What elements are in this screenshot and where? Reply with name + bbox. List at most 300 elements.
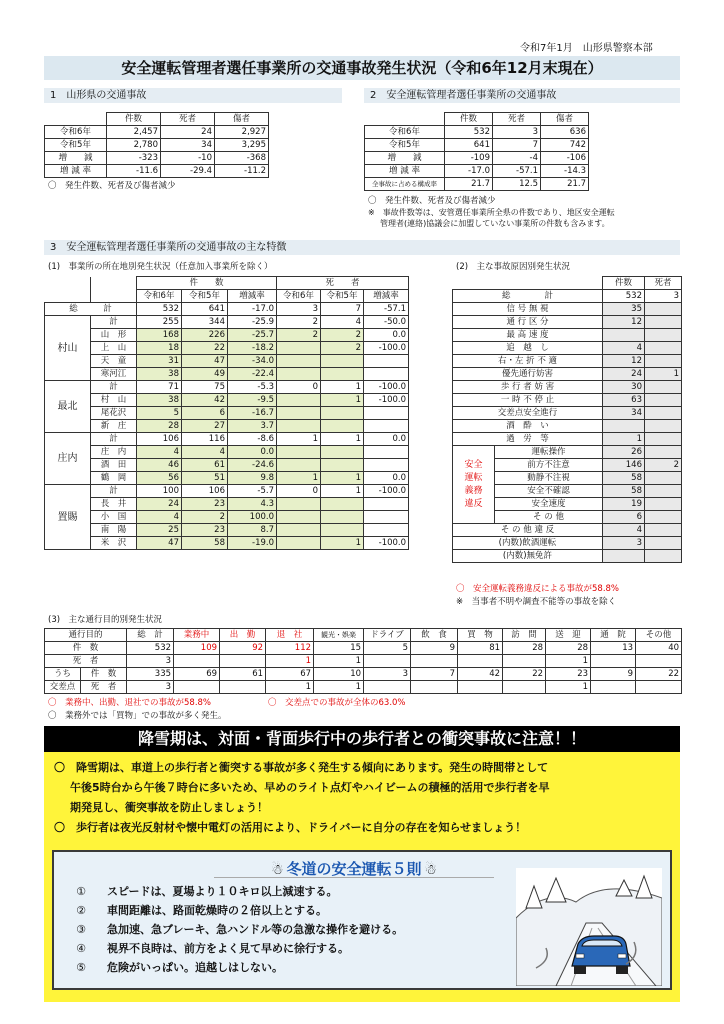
cause-label: 信 号 無 視	[453, 303, 603, 316]
table-row	[45, 355, 409, 368]
sub3-note1: 〇 業務中、出勤、退社での事故が58.8%	[48, 698, 212, 708]
table-cell: -109	[445, 152, 493, 165]
warning-paragraph2: 〇 歩行者は夜光反射材や懐中電灯の活用により、ドライバーに自分の存在を知らせましょう！	[54, 821, 527, 834]
sub2-caption: (2) 主な事故原因別発生状況	[456, 262, 571, 272]
snowman-icon: ☃	[271, 862, 284, 878]
table-row	[45, 485, 409, 498]
table-cell: 109	[174, 642, 220, 655]
table-cell: 23	[182, 498, 228, 511]
page-title: 安全運転管理者選任事業所の交通事故発生状況（令和6年12月末現在）	[44, 56, 680, 80]
table-cell: -14.3	[541, 165, 589, 178]
table-cell: 112	[266, 642, 314, 655]
table-cell	[645, 329, 682, 342]
violation-group-label: 安全運転義務違反	[453, 446, 495, 524]
table-cell: -57.1	[364, 303, 409, 316]
table-cell	[174, 655, 220, 668]
table-row	[365, 178, 589, 191]
table-cell: 255	[137, 316, 182, 329]
table-cell: -19.0	[228, 537, 277, 550]
table-cell: 0.0	[228, 446, 277, 459]
table-cell	[364, 420, 409, 433]
table-cell: 8.7	[228, 524, 277, 537]
city-name: 長 井	[91, 498, 137, 511]
table-cell: 46	[137, 459, 182, 472]
table-cell: 3	[493, 126, 541, 139]
row-label: 令和6年	[365, 126, 445, 139]
table-cell: 24	[137, 498, 182, 511]
table-row	[45, 407, 409, 420]
col-header: 観光・娯楽	[314, 629, 364, 642]
table-cell: 3	[127, 655, 174, 668]
table-cell: 100.0	[228, 511, 277, 524]
row-label: 増 減 率	[365, 165, 445, 178]
table-cell: 58	[182, 537, 228, 550]
table-row	[45, 511, 409, 524]
table-row	[45, 537, 409, 550]
cause-label: 歩 行 者 妨 害	[453, 381, 603, 394]
table-cell: 3,295	[215, 139, 269, 152]
table-cell	[645, 303, 682, 316]
table-cell	[277, 537, 321, 550]
sub2-note2: ※ 当事者不明や調査不能等の事故を除く	[456, 597, 617, 607]
sub3-note3: 〇 業務外では「買物」での事故が多く発生。	[48, 711, 227, 721]
cause-label: 追 越 し	[453, 342, 603, 355]
region-name: 庄内	[45, 433, 91, 485]
table-cell: -22.4	[228, 368, 277, 381]
table-cell	[645, 355, 682, 368]
table-cell: 67	[266, 668, 314, 681]
winter-rule-item	[66, 901, 403, 920]
table-cell	[645, 433, 682, 446]
table-cell: 24	[603, 368, 645, 381]
section2-note1: 〇 発生件数、死者及び傷者減少	[368, 196, 496, 206]
table-cell	[220, 655, 266, 668]
table-cell	[603, 420, 645, 433]
table-cell: 0	[277, 485, 321, 498]
intersection-label: うち	[45, 668, 81, 681]
table-cell: -100.0	[364, 394, 409, 407]
cause-label: 酒 酔 い	[453, 420, 603, 433]
city-name: 尾花沢	[91, 407, 137, 420]
table-cell	[277, 446, 321, 459]
table-cell: 61	[220, 668, 266, 681]
table-cell: 2	[182, 511, 228, 524]
table-cell: 0.0	[364, 329, 409, 342]
table-cell: -5.3	[228, 381, 277, 394]
table-cell	[277, 459, 321, 472]
col-header: 増減率	[228, 290, 277, 303]
table-cell	[364, 681, 411, 694]
city-name: 小 国	[91, 511, 137, 524]
table-row	[45, 381, 409, 394]
winter-rule-item	[66, 958, 403, 977]
section3-heading: 3 安全運転管理者選任事業所の交通事故の主な特徴	[44, 240, 680, 255]
table-row	[365, 152, 589, 165]
table-cell: 1	[645, 368, 682, 381]
table-cell: 24	[161, 126, 215, 139]
table-cell	[277, 420, 321, 433]
table-cell	[277, 342, 321, 355]
cause-label: 前方不注意	[495, 459, 603, 472]
row-label: 増 減	[365, 152, 445, 165]
table-cell: -100.0	[364, 485, 409, 498]
table-cell: 1	[546, 655, 591, 668]
table-cell: 69	[174, 668, 220, 681]
table-cell: -34.0	[228, 355, 277, 368]
section2-note2: ※ 事故件数等は、安管選任事業所全県の件数であり、地区安全運転	[368, 208, 615, 217]
table-row	[453, 550, 682, 563]
table-cause-breakdown	[452, 276, 682, 563]
table-cell: 47	[182, 355, 228, 368]
table-cell: 532	[445, 126, 493, 139]
table-cell: 1	[321, 433, 364, 446]
section2-heading: 2 安全運転管理者選任事業所の交通事故	[364, 88, 680, 103]
table-row	[45, 433, 409, 446]
table-cell	[645, 472, 682, 485]
city-name: 寒河江	[91, 368, 137, 381]
table-cell: 92	[220, 642, 266, 655]
table-cell: 2	[321, 342, 364, 355]
table-row	[45, 642, 682, 655]
table-row	[45, 368, 409, 381]
table-cell: 0	[277, 381, 321, 394]
table-cell: -17.0	[228, 303, 277, 316]
table-row	[45, 342, 409, 355]
table-row	[45, 668, 682, 681]
col-header: 令和6年	[277, 290, 321, 303]
table-cell: -368	[215, 152, 269, 165]
table-cell	[645, 394, 682, 407]
table-cell	[364, 655, 411, 668]
table-cell: 22	[636, 668, 682, 681]
table-row	[453, 433, 682, 446]
subtotal-label: 計	[91, 485, 137, 498]
table-row	[453, 537, 682, 550]
col-header: 飲 食	[411, 629, 458, 642]
winter-rules-box	[52, 850, 672, 990]
table-cell: 51	[182, 472, 228, 485]
table-row	[365, 126, 589, 139]
table-cell: 4	[603, 342, 645, 355]
table-cell: 4	[137, 446, 182, 459]
rule-text: スピードは、夏場より１０キロ以上減速する。	[107, 885, 338, 898]
table-cell	[321, 407, 364, 420]
table-cell: 2	[321, 329, 364, 342]
city-name: 庄 内	[91, 446, 137, 459]
table-cell: -16.7	[228, 407, 277, 420]
rule-number: ④	[76, 942, 86, 955]
table-cell	[321, 498, 364, 511]
table-cell	[636, 681, 682, 694]
col-header: 令和5年	[321, 290, 364, 303]
table-cell: 47	[137, 537, 182, 550]
winter-rule-item	[66, 920, 403, 939]
table-cell: -25.9	[228, 316, 277, 329]
table-cell: 0.0	[364, 433, 409, 446]
table-cell: 22	[182, 342, 228, 355]
table-cell: -100.0	[364, 381, 409, 394]
subtotal-label: 計	[91, 433, 137, 446]
region-name: 置賜	[45, 485, 91, 550]
cause-label: 動静不注視	[495, 472, 603, 485]
winter-rule-item	[66, 939, 403, 958]
region-name: 村山	[45, 316, 91, 381]
cause-label: 一 時 不 停 止	[453, 394, 603, 407]
table-cell: 1	[321, 537, 364, 550]
row-label: 令和5年	[365, 139, 445, 152]
total-label: 総 計	[453, 290, 603, 303]
table-cell: 1	[321, 394, 364, 407]
table-cell: -10	[161, 152, 215, 165]
table-cell: 18	[137, 342, 182, 355]
table-cell: 3.7	[228, 420, 277, 433]
col-header: 総 計	[127, 629, 174, 642]
region-name: 最北	[45, 381, 91, 433]
table-cell: 1	[546, 681, 591, 694]
cause-label: 安全不確認	[495, 485, 603, 498]
rule-text: 車間距離は、路面乾燥時の２倍以上とする。	[107, 904, 327, 917]
table-cell: 71	[137, 381, 182, 394]
warning-paragraph1-line2: 午後5時台から午後７時台に多いため、早めのライト点灯やハイビームの積極的活用で歩行者を早	[70, 781, 550, 794]
table-row	[453, 329, 682, 342]
table-cell: 116	[182, 433, 228, 446]
table-row	[453, 316, 682, 329]
table-row	[45, 139, 269, 152]
table-cell: 19	[603, 498, 645, 511]
table-cell	[277, 407, 321, 420]
table-cell: 3	[645, 290, 682, 303]
city-name: 村 山	[91, 394, 137, 407]
table-cell: -9.5	[228, 394, 277, 407]
sub3-note2: 〇 交差点での事故が全体の63.0%	[268, 698, 406, 708]
table-cell: 1	[277, 472, 321, 485]
table-cell: 226	[182, 329, 228, 342]
table-cell: 532	[127, 642, 174, 655]
col-header: その他	[636, 629, 682, 642]
col-header: 死者	[493, 113, 541, 126]
table-cell: 28	[137, 420, 182, 433]
table-row	[45, 459, 409, 472]
table-cell: -8.6	[228, 433, 277, 446]
table-cell: 75	[182, 381, 228, 394]
table-row	[45, 329, 409, 342]
table-cell	[321, 420, 364, 433]
table-cell: 22	[503, 668, 546, 681]
table-cell	[364, 368, 409, 381]
table-cell: 1	[314, 655, 364, 668]
table-cell: 168	[137, 329, 182, 342]
winter-rule-item	[66, 882, 403, 901]
table-cell: -17.0	[445, 165, 493, 178]
table-cell: 1	[266, 681, 314, 694]
table-cell: 4	[321, 316, 364, 329]
cause-label: (内数)無免許	[453, 550, 603, 563]
table-cell: -323	[107, 152, 161, 165]
rule-number: ①	[76, 885, 86, 898]
table-cell: 3	[277, 303, 321, 316]
table-row	[453, 394, 682, 407]
table-cell: 42	[458, 668, 503, 681]
cause-label: 最 高 速 度	[453, 329, 603, 342]
table-cell: 58	[603, 472, 645, 485]
table-cell: -50.0	[364, 316, 409, 329]
city-name: 山 形	[91, 329, 137, 342]
table-cell: 106	[182, 485, 228, 498]
col-header: 件数	[445, 113, 493, 126]
table-cell: 335	[127, 668, 174, 681]
row-label: 件 数	[45, 642, 127, 655]
table-cell: 4.3	[228, 498, 277, 511]
cause-label: 交差点安全進行	[453, 407, 603, 420]
table-cell	[277, 368, 321, 381]
subtotal-label: 計	[91, 381, 137, 394]
table-cell	[645, 524, 682, 537]
table-cell	[458, 681, 503, 694]
rule-text: 視界不良時は、前方をよく見て早めに徐行する。	[107, 942, 349, 955]
table-cell: -4	[493, 152, 541, 165]
table-cell: -29.4	[161, 165, 215, 178]
table-cell: 63	[603, 394, 645, 407]
table-selected-business-accidents	[364, 112, 589, 191]
table-cell: 7	[493, 139, 541, 152]
table-cell: 26	[603, 446, 645, 459]
total-label: 総 計	[45, 303, 137, 316]
table-cell	[591, 655, 636, 668]
col-header: 件数	[603, 277, 645, 290]
snowman-icon: ☃	[424, 862, 437, 878]
table-cell	[364, 355, 409, 368]
subtotal-label: 計	[91, 316, 137, 329]
table-cell	[411, 655, 458, 668]
table-cell: -11.2	[215, 165, 269, 178]
cause-label: 右・左 折 不 適	[453, 355, 603, 368]
table-cell: 35	[603, 303, 645, 316]
table-row	[453, 290, 682, 303]
table-row	[45, 498, 409, 511]
table-row	[453, 420, 682, 433]
table-row	[453, 303, 682, 316]
table-cell: 4	[603, 524, 645, 537]
col-header: 令和6年	[137, 290, 182, 303]
sub2-note1: 〇 安全運転義務違反による事故が58.8%	[456, 584, 620, 594]
row-label: 増 減	[45, 152, 107, 165]
table-cell: 100	[137, 485, 182, 498]
table-row	[45, 126, 269, 139]
table-cell: 1	[321, 485, 364, 498]
table-cell: 56	[137, 472, 182, 485]
table-cell: -24.6	[228, 459, 277, 472]
city-name: 米 沢	[91, 537, 137, 550]
table-row	[45, 303, 409, 316]
rule-number: ③	[76, 923, 86, 936]
table-row	[45, 165, 269, 178]
table-cell: 10	[314, 668, 364, 681]
table-cell	[411, 681, 458, 694]
table-row	[365, 165, 589, 178]
table-cell	[321, 355, 364, 368]
city-name: 上 山	[91, 342, 137, 355]
cause-label: 通 行 区 分	[453, 316, 603, 329]
table-cell: -18.2	[228, 342, 277, 355]
section1-note: 〇 発生件数、死者及び傷者減少	[48, 181, 176, 191]
table-cell: 23	[546, 668, 591, 681]
table-cell: 15	[314, 642, 364, 655]
table-cell	[503, 655, 546, 668]
table-cell: 4	[182, 446, 228, 459]
table-cell	[364, 498, 409, 511]
rule-text: 急加速、急ブレーキ、急ハンドル等の急激な操作を避ける。	[107, 923, 404, 936]
table-cell: -11.6	[107, 165, 161, 178]
table-cell: 30	[603, 381, 645, 394]
table-cell: 532	[137, 303, 182, 316]
row-label: 令和6年	[45, 126, 107, 139]
table-cell: 5	[364, 642, 411, 655]
table-cell: 3	[603, 537, 645, 550]
table-cell: 31	[137, 355, 182, 368]
table-cell: 6	[182, 407, 228, 420]
table-cell	[174, 681, 220, 694]
warning-paragraph1-line3: 期発見し、衝突事故を防止しましょう！	[70, 801, 268, 814]
table-cell: 49	[182, 368, 228, 381]
group-header-count: 件 数	[137, 277, 277, 290]
table-cell: 9	[591, 668, 636, 681]
section1-heading: 1 山形県の交通事故	[44, 88, 342, 103]
table-cell: 42	[182, 394, 228, 407]
city-name: 鶴 岡	[91, 472, 137, 485]
table-cell: 28	[503, 642, 546, 655]
table-cell	[458, 655, 503, 668]
table-cell: 34	[161, 139, 215, 152]
col-header: 令和5年	[182, 290, 228, 303]
table-cell: 2,457	[107, 126, 161, 139]
col-header: 業務中	[174, 629, 220, 642]
rule-number: ②	[76, 904, 86, 917]
table-cell: 2,927	[215, 126, 269, 139]
city-name: 酒 田	[91, 459, 137, 472]
table-cell: 2	[277, 316, 321, 329]
cause-label: そ の 他 違 反	[453, 524, 603, 537]
table-cell: 532	[603, 290, 645, 303]
sub3-caption: (3) 主な通行目的別発生状況	[48, 615, 163, 625]
table-cell: 58	[603, 485, 645, 498]
table-row	[453, 446, 682, 459]
table-cell: 641	[445, 139, 493, 152]
col-header: 増減率	[364, 290, 409, 303]
cause-label: 優先通行妨害	[453, 368, 603, 381]
rule-number: ⑤	[76, 961, 86, 974]
table-cell: 12.5	[493, 178, 541, 191]
table-cell	[645, 407, 682, 420]
table-cell	[645, 446, 682, 459]
table-cell: -57.1	[493, 165, 541, 178]
table-cell: 34	[603, 407, 645, 420]
table-cell	[645, 342, 682, 355]
table-cell: 1	[314, 681, 364, 694]
table-cell	[364, 524, 409, 537]
issuer-date: 令和7年1月 山形県警察本部	[520, 43, 653, 54]
row-label: 死 者	[81, 681, 127, 694]
table-cell: 1	[277, 433, 321, 446]
table-row	[453, 355, 682, 368]
table-cell: 27	[182, 420, 228, 433]
table-cell: 1	[603, 433, 645, 446]
table-cell: 106	[137, 433, 182, 446]
table-cell	[645, 420, 682, 433]
table-cell: 40	[636, 642, 682, 655]
col-header: 買 物	[458, 629, 503, 642]
table-prefecture-accidents	[44, 112, 269, 178]
row-label: 令和5年	[45, 139, 107, 152]
